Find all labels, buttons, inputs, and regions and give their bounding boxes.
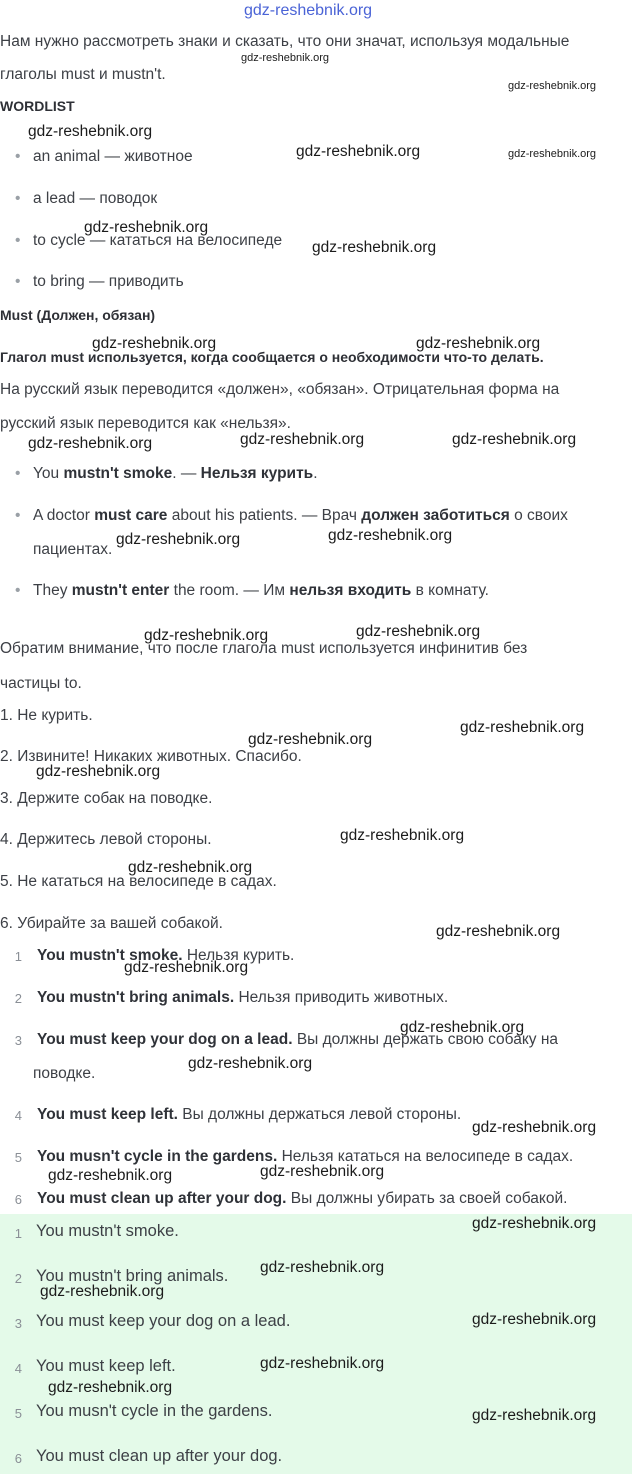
translated-answer: You mustn't smoke. Нельзя курить. — [37, 947, 295, 964]
watermark: gdz-reshebnik.org — [508, 80, 597, 92]
watermark: gdz-reshebnik.org — [40, 1283, 165, 1300]
translated-answer: You must keep left. Вы должны держаться левой стороны. — [37, 1106, 462, 1123]
example-item: • A doctor must care about his patients. — Врач должен заботиться о своих — [33, 507, 568, 525]
example-item: • They mustn't enter the room. — Им нельзя входить в комнату. — [33, 582, 489, 600]
sign-item: 3. Держите собак на поводке. — [0, 790, 213, 807]
wordlist-item: • an animal — животное — [33, 148, 193, 166]
example-item-continuation: пациентах. — [33, 541, 113, 558]
translated-answer: You mustn't bring animals. Нельзя приводить животных. — [37, 989, 449, 1006]
answer-number: 4 — [14, 1108, 22, 1123]
watermark: gdz-reshebnik.org — [260, 1355, 385, 1372]
watermark: gdz-reshebnik.org — [452, 431, 577, 448]
final-answer-number: 5 — [14, 1406, 22, 1421]
answer-number: 6 — [14, 1192, 22, 1207]
must-translation-1: На русский язык переводится «должен», «обязан». Отрицательная форма на — [0, 381, 560, 398]
watermark: gdz-reshebnik.org — [36, 763, 161, 780]
watermark: gdz-reshebnik.org — [356, 623, 481, 640]
final-answer: You mustn't smoke. — [36, 1222, 179, 1240]
watermark: gdz-reshebnik.org — [460, 719, 585, 736]
intro-line-1: Нам нужно рассмотреть знаки и сказать, что они значат, используя модальные — [0, 33, 570, 50]
note-line-1: Обратим внимание, что после глагола must используется инфинитив без — [0, 640, 528, 657]
watermark: gdz-reshebnik.org — [328, 527, 453, 544]
final-answer-number: 1 — [14, 1226, 22, 1241]
watermark: gdz-reshebnik.org — [28, 123, 153, 140]
must-rule: Глагол must используется, когда сообщается о необходимости что-то делать. — [0, 349, 544, 365]
must-heading: Must (Должен, обязан) — [0, 307, 156, 323]
final-answer: You must keep your dog on a lead. — [36, 1312, 291, 1330]
watermark: gdz-reshebnik.org — [84, 219, 209, 236]
final-answer-number: 2 — [14, 1271, 22, 1286]
watermark-top[interactable]: gdz-reshebnik.org — [244, 2, 373, 19]
final-answer-number: 3 — [14, 1316, 22, 1331]
watermark: gdz-reshebnik.org — [124, 959, 249, 976]
watermark: gdz-reshebnik.org — [260, 1259, 385, 1276]
watermark: gdz-reshebnik.org — [128, 859, 253, 876]
watermark: gdz-reshebnik.org — [340, 827, 465, 844]
watermark: gdz-reshebnik.org — [188, 1055, 313, 1072]
watermark: gdz-reshebnik.org — [144, 627, 269, 644]
wordlist-heading: WORDLIST — [0, 98, 75, 114]
sign-item: 1. Не курить. — [0, 707, 93, 724]
final-answer-number: 6 — [14, 1451, 22, 1466]
watermark: gdz-reshebnik.org — [472, 1407, 597, 1424]
example-item: • You mustn't smoke. — Нельзя курить. — [33, 465, 318, 483]
sign-item: 5. Не кататься на велосипеде в садах. — [0, 873, 277, 890]
watermark: gdz-reshebnik.org — [241, 52, 330, 64]
watermark: gdz-reshebnik.org — [248, 731, 373, 748]
watermark: gdz-reshebnik.org — [436, 923, 561, 940]
sign-item: 2. Извините! Никаких животных. Спасибо. — [0, 748, 302, 765]
translated-answer: You musn't cycle in the gardens. Нельзя кататься на велосипеде в садах. — [37, 1148, 574, 1165]
watermark: gdz-reshebnik.org — [400, 1019, 525, 1036]
watermark: gdz-reshebnik.org — [240, 431, 365, 448]
watermark: gdz-reshebnik.org — [48, 1167, 173, 1184]
watermark: gdz-reshebnik.org — [116, 531, 241, 548]
note-line-2: частицы to. — [0, 675, 82, 692]
final-answer-number: 4 — [14, 1361, 22, 1376]
answer-number: 2 — [14, 991, 22, 1006]
watermark: gdz-reshebnik.org — [472, 1215, 597, 1232]
final-answer: You musn't cycle in the gardens. — [36, 1402, 273, 1420]
translated-answer: You must clean up after your dog. Вы должны убирать за своей собакой. — [37, 1190, 568, 1207]
final-answer: You mustn't bring animals. — [36, 1267, 229, 1285]
answer-number: 5 — [14, 1150, 22, 1165]
watermark: gdz-reshebnik.org — [48, 1379, 173, 1396]
wordlist-item: • to bring — приводить — [33, 273, 184, 291]
intro-line-2: глаголы must и mustn't. — [0, 66, 166, 83]
watermark: gdz-reshebnik.org — [28, 435, 153, 452]
wordlist-item: • a lead — поводок — [33, 190, 157, 208]
watermark: gdz-reshebnik.org — [260, 1163, 385, 1180]
sign-item: 6. Убирайте за вашей собакой. — [0, 915, 223, 932]
translated-answer-continuation: поводке. — [33, 1065, 96, 1082]
watermark: gdz-reshebnik.org — [92, 335, 217, 352]
watermark: gdz-reshebnik.org — [416, 335, 541, 352]
final-answer: You must clean up after your dog. — [36, 1447, 283, 1465]
watermark: gdz-reshebnik.org — [508, 148, 597, 160]
wordlist-item: • to cycle — кататься на велосипеде — [33, 232, 282, 250]
must-translation-2: русский язык переводится как «нельзя». — [0, 415, 291, 432]
answer-number: 1 — [14, 949, 22, 964]
sign-item: 4. Держитесь левой стороны. — [0, 831, 212, 848]
translated-answer: You must keep your dog on a lead. Вы должны держать свою собаку на — [37, 1031, 559, 1048]
watermark: gdz-reshebnik.org — [296, 143, 421, 160]
answer-number: 3 — [14, 1033, 22, 1048]
final-answer: You must keep left. — [36, 1357, 176, 1375]
watermark: gdz-reshebnik.org — [472, 1119, 597, 1136]
final-answers-block — [0, 1214, 632, 1474]
watermark: gdz-reshebnik.org — [472, 1311, 597, 1328]
watermark: gdz-reshebnik.org — [312, 239, 437, 256]
